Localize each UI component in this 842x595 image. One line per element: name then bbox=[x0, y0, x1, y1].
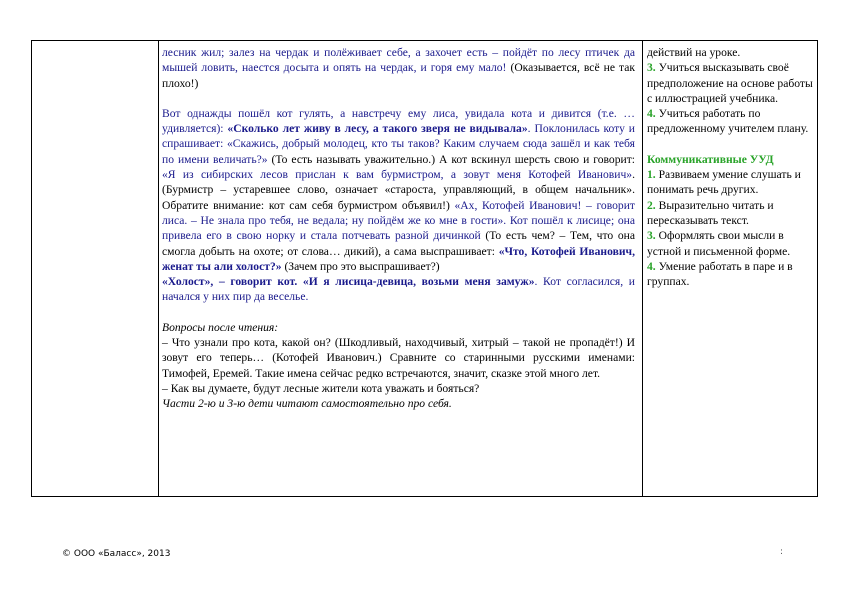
uud-cell bbox=[644, 41, 816, 498]
story-quote: «Ах, Котофей Иванович! – говорит лиса. – Не знала про тебя, не ведала; ну пойдём же ко мне в гости» bbox=[162, 198, 635, 227]
item-text: Умение работать в паре и в группах. bbox=[647, 259, 793, 289]
item-text: Учиться работать по предложенному учителем плану. bbox=[647, 107, 809, 136]
story-quote: «Я из сибирских лесов прислан к вам бурмистром, а зовут меня Котофей Иванович» bbox=[162, 168, 633, 182]
teacher-comment: (Оказывается, всё не так плохо!) bbox=[162, 61, 635, 90]
story-text: . Поклонилась коту и спрашивает: «Скажись, добрый молодец, кто ты таков? Каким случаем сюда зашёл и как тебя по имени величать?» bbox=[162, 122, 635, 166]
teacher-comment: (То есть чем? – Тем, что она смогла добыть на охоте; от слова… дикий), а сама выспрашивает: bbox=[162, 229, 635, 258]
column-divider bbox=[642, 41, 643, 496]
item-text: Оформлять свои мысли в устной и письменной форме. bbox=[647, 229, 791, 258]
story-text: Вот однажды пошёл кот гулять, а навстречу ему лиса, увидала кота и дивится (т.е. … удивляется): bbox=[162, 106, 635, 136]
item-text: Развиваем умение слушать и понимать речь других. bbox=[647, 168, 801, 197]
uud-item bbox=[647, 228, 814, 259]
story-text: . Кот пошёл к лисице; она привела его в свою норку и стала потчевать разной дичинкой bbox=[162, 213, 635, 243]
copyright-footer: © ООО «Баласс», 2013 bbox=[62, 549, 171, 559]
teacher-comment: (То есть называть уважительно.) А кот вскинул шерсть свою и говорит: bbox=[267, 152, 635, 166]
paragraph bbox=[162, 274, 635, 305]
question-item: – Как вы думаете, будут лесные жители кота уважать и бояться? bbox=[162, 381, 480, 395]
item-number: 3. bbox=[647, 61, 656, 75]
story-text: . Кот согласился, и начался у них пир да веселье. bbox=[162, 275, 635, 304]
question-item: – Что узнали про кота, какой он? (Шкодливый, находчивый, хитрый – такой не пропадёт!) И зовут его теперь… (Котофей Иванович.) Сравните со старинными русскими именами: Тимофей, Еремей. Такие имена сейчас редко встречаются, значит, сказке этой много лет. bbox=[162, 336, 635, 380]
item-text: Выразительно читать и пересказывать текст. bbox=[647, 198, 774, 227]
item-number: 4. bbox=[647, 259, 656, 273]
uud-item bbox=[647, 259, 814, 290]
lesson-table bbox=[31, 40, 818, 497]
story-quote: «Холост», – говорит кот. «И я лисица-девица, возьми меня замуж» bbox=[162, 275, 535, 289]
questions-heading: Вопросы после чтения: bbox=[162, 320, 279, 334]
paragraph bbox=[162, 106, 635, 274]
lesson-content-cell bbox=[158, 41, 641, 498]
task-instruction: Части 2-ю и 3-ю дети читают самостоятельно про себя. bbox=[162, 397, 452, 411]
paragraph bbox=[162, 45, 635, 91]
story-text: лесник жил; залез на чердак и полёживает себе, а захочет есть – пойдёт по лесу птичек да мышей ловить, наестся досыта и опять на чердак, и горя ему мало! bbox=[162, 46, 635, 75]
story-quote: «Что, Котофей Иванович, женат ты али холост?» bbox=[162, 244, 635, 273]
side-text: действий на уроке. bbox=[647, 46, 741, 59]
teacher-comment: . (Бурмистр – устаревшее слово, означает «староста, управляющий, в общем начальник». Обратите внимание: кот сам себя бурмистром объявил!) bbox=[162, 168, 635, 212]
item-number: 4. bbox=[647, 107, 656, 121]
teacher-comment: (Зачем про это выспрашивает?) bbox=[281, 259, 440, 273]
story-quote: «Сколько лет живу в лесу, а такого зверя не видывала» bbox=[227, 122, 528, 136]
item-text: Учиться высказывать своё предположение на основе работы с иллюстрацией учебника. bbox=[647, 61, 813, 105]
uud-item bbox=[647, 60, 814, 106]
uud-item bbox=[647, 167, 814, 198]
uud-item bbox=[647, 198, 814, 229]
item-number: 1. bbox=[647, 168, 656, 182]
item-number: 3. bbox=[647, 229, 656, 243]
page-mark: : bbox=[780, 547, 784, 557]
item-number: 2. bbox=[647, 198, 656, 212]
uud-heading: Коммуникативные УУД bbox=[647, 152, 774, 166]
uud-item bbox=[647, 106, 814, 137]
